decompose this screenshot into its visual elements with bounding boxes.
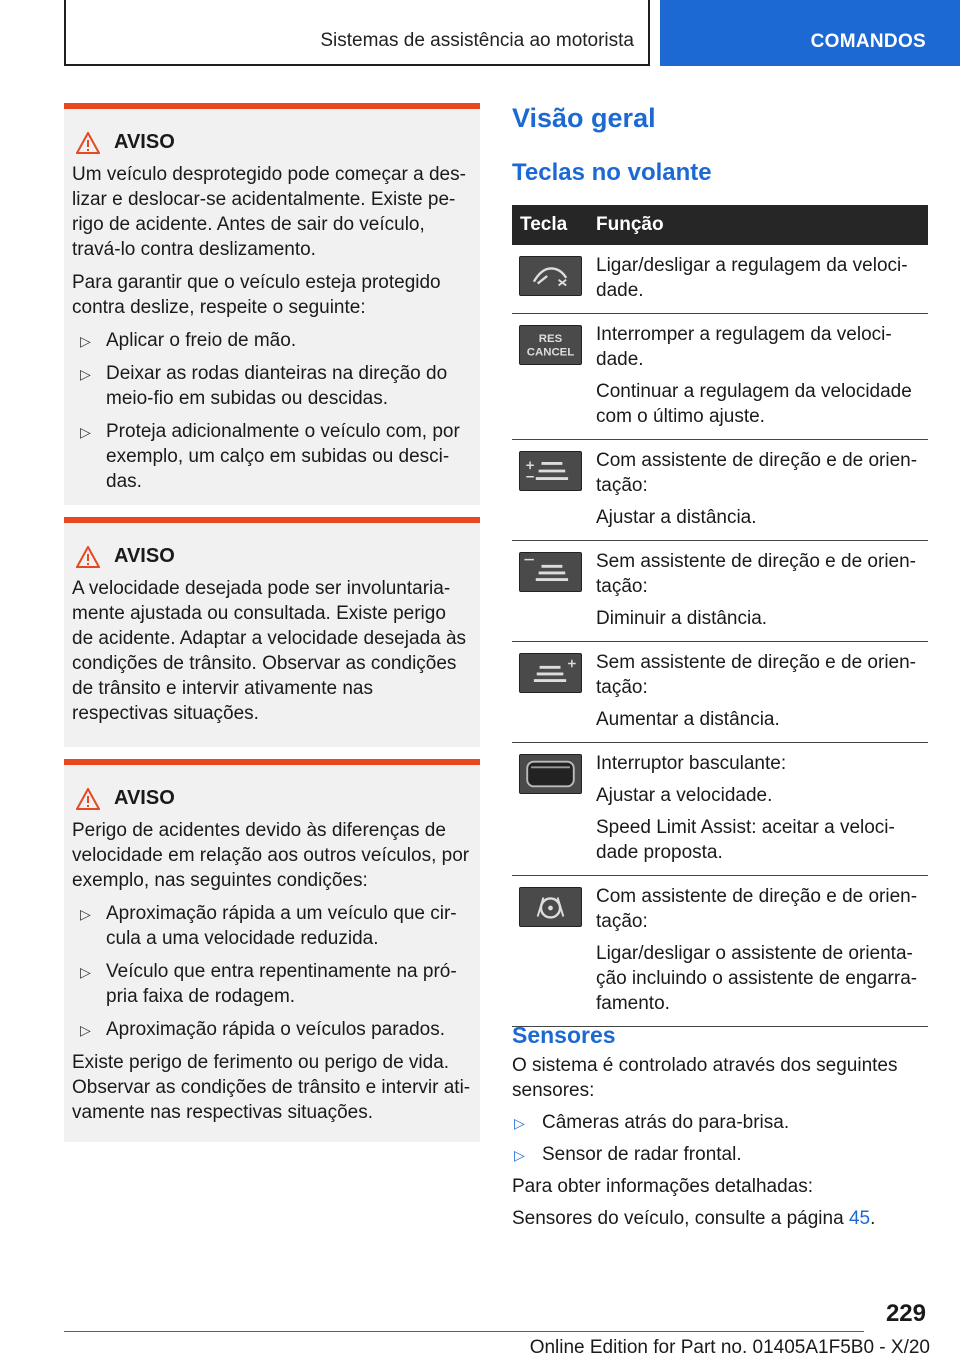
triangle-bullet-icon: ▷ (80, 333, 91, 349)
warning-box-3 (64, 759, 480, 1142)
table-row (512, 541, 928, 642)
table-row (512, 440, 928, 541)
triangle-bullet-icon: ▷ (514, 1115, 525, 1131)
list-item: ▷ Aproximação rápida o veículos parados. (72, 1017, 472, 1042)
list-item: ▷ Sensor de radar frontal. (512, 1142, 932, 1167)
table-row (512, 245, 928, 314)
footer-edition: Online Edition for Part no. 01405A1F5B0 - X/20 (529, 1337, 930, 1358)
res-cancel-icon (519, 325, 582, 365)
page-link[interactable]: 45 (848, 1208, 871, 1229)
row-text: Ajustar a velocidade. (596, 785, 773, 806)
row-text: Ligar/desligar o assistente de orienta-ção incluindo o assistente de engarra-famento. (596, 943, 918, 1014)
table-row (512, 743, 928, 876)
warning-heading (72, 787, 472, 810)
warning-box-1 (64, 103, 480, 505)
sensors-more: Para obter informações detalhadas: (512, 1176, 814, 1197)
footer-divider (64, 1331, 864, 1332)
table-row (512, 642, 928, 743)
row-text: Diminuir a distância. (596, 608, 768, 629)
warning-heading (72, 545, 472, 568)
warning-text: Um veículo desprotegido pode começar a des-lizar e deslocar-se acidentalmente. Existe pe-rigo de acidente. Antes de sair do veículo, travá-lo contra deslizamento. (72, 164, 466, 260)
triangle-bullet-icon: ▷ (80, 366, 91, 382)
cruise-control-icon (519, 256, 582, 296)
table-header (512, 205, 928, 245)
sensors-reference: Sensores do veículo, consulte a página 45. (512, 1208, 876, 1229)
triangle-bullet-icon: ▷ (514, 1147, 525, 1163)
table-row (512, 314, 928, 440)
row-text: Continuar a regulagem da velocidade com o último ajuste. (596, 381, 912, 427)
warning-heading (72, 131, 472, 154)
rocker-switch-icon (519, 754, 582, 794)
sensors-section (512, 1022, 932, 1238)
list-item: ▷ Deixar as rodas dianteiras na direção do meio-fio em subidas ou descidas. (80, 363, 448, 409)
section-heading: Visão geral (512, 103, 656, 133)
triangle-bullet-icon: ▷ (80, 1022, 91, 1038)
tab-label: COMANDOS (810, 31, 926, 52)
list-item: ▷ Aplicar o freio de mão. (72, 328, 472, 353)
row-text: Com assistente de direção e de orien-tação: (596, 886, 918, 932)
column-header-function: Função (596, 214, 664, 235)
warning-triangle-icon (76, 132, 100, 154)
triangle-bullet-icon: ▷ (80, 424, 91, 440)
triangle-bullet-icon: ▷ (80, 906, 91, 922)
distance-minus-icon (519, 552, 582, 592)
row-text: Sem assistente de direção e de orien-tação: (596, 551, 917, 597)
sensors-intro: O sistema é controlado através dos seguintes sensores: (512, 1055, 898, 1101)
warning-box-2 (64, 517, 480, 747)
warning-label: AVISO (114, 131, 175, 153)
warning-text: A velocidade desejada pode ser involuntaria-mente ajustada ou consultada. Existe perigo de acidente. Adaptar a velocidade desejada às condições de trânsito. Observar as condições de trânsito e intervir ativamente nas respectivas situações. (72, 578, 467, 724)
sensors-heading: Sensores (512, 1022, 616, 1048)
warning-text: Perigo de acidentes devido às diferenças de velocidade em relação aos outros veículos, por exemplo, nas seguintes condições: (72, 820, 470, 891)
list-item: ▷ Proteja adicionalmente o veículo com, por exemplo, um calço em subidas ou desci-das. (80, 421, 460, 492)
header-tab[interactable] (660, 0, 960, 66)
list-item: ▷ Veículo que entra repentinamente na pró-pria faixa de rodagem. (80, 961, 457, 1007)
warning-triangle-icon (76, 788, 100, 810)
list-item: ▷ Aproximação rápida a um veículo que cir-cula a uma velocidade reduzida. (80, 903, 457, 949)
subsection-heading: Teclas no volante (512, 159, 712, 186)
row-text: Interromper a regulagem da veloci-dade. (596, 324, 892, 370)
distance-plus-icon (519, 653, 582, 693)
distance-plus-minus-icon (519, 451, 582, 491)
list-item: ▷ Câmeras atrás do para-brisa. (512, 1110, 932, 1135)
page-number: 229 (885, 1300, 926, 1327)
warning-text: Existe perigo de ferimento ou perigo de vida. Observar as condições de trânsito e intervir ati-vamente nas respectivas situações. (72, 1052, 471, 1123)
row-text: Ligar/desligar a regulagem da veloci-dade. (596, 255, 908, 301)
row-text: Ajustar a distância. (596, 507, 757, 528)
column-header-key: Tecla (520, 214, 568, 235)
steering-assistant-icon (519, 887, 582, 927)
warning-triangle-icon (76, 546, 100, 568)
row-text: Aumentar a distância. (596, 709, 780, 730)
row-text: Speed Limit Assist: aceitar a veloci-dade proposta. (596, 817, 895, 863)
warning-text: Para garantir que o veículo esteja protegido contra deslize, respeite o seguinte: (72, 272, 441, 318)
keys-table (512, 205, 928, 1027)
res-label: RES (538, 333, 563, 346)
warning-label: AVISO (114, 545, 175, 567)
row-text: Com assistente de direção e de orien-tação: (596, 450, 918, 496)
row-text: Sem assistente de direção e de orien-tação: (596, 652, 917, 698)
section-title: Sistemas de assistência ao motorista (320, 30, 634, 51)
triangle-bullet-icon: ▷ (80, 964, 91, 980)
header-section (64, 0, 650, 66)
cancel-label: CANCEL (526, 346, 575, 359)
row-text: Interruptor basculante: (596, 753, 787, 774)
warning-label: AVISO (114, 787, 175, 809)
table-row (512, 876, 928, 1027)
